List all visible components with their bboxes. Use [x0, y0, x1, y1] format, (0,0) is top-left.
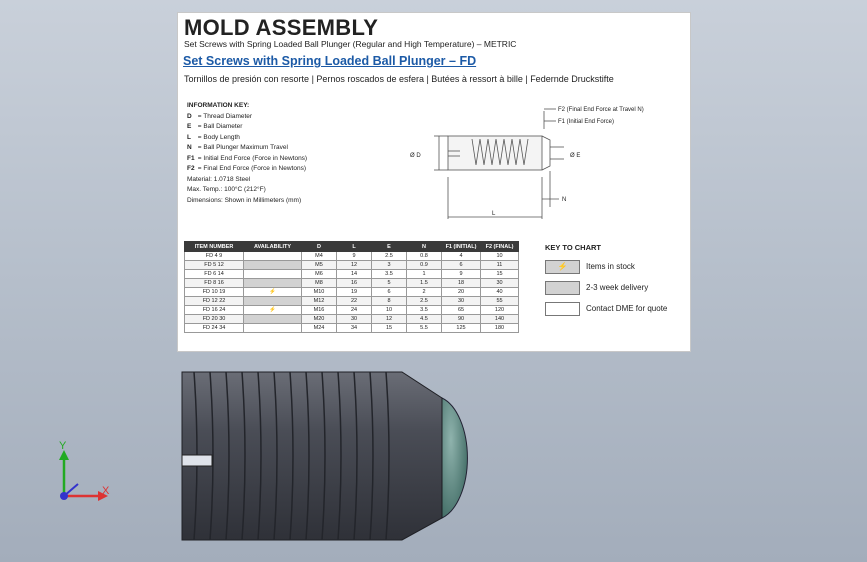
key-label: 2-3 week delivery — [586, 283, 649, 292]
key-label: Items in stock — [586, 262, 635, 271]
table-cell: 0.9 — [407, 261, 442, 270]
table-cell: 1 — [407, 270, 442, 279]
table-cell: 8 — [372, 297, 407, 306]
information-key — [187, 101, 307, 206]
availability-cell — [244, 261, 302, 270]
table-cell: M16 — [302, 306, 337, 315]
table-cell: 20 — [442, 288, 481, 297]
table-cell: FD 4 9 — [185, 252, 244, 261]
material-note: Material: 1.0718 Steel — [187, 175, 251, 183]
max-temp-note: Max. Temp.: 100°C (212°F) — [187, 186, 266, 193]
table-cell: 5.5 — [407, 324, 442, 333]
table-row — [185, 306, 519, 315]
x-axis-label: X — [102, 485, 110, 497]
table-cell: 3 — [372, 261, 407, 270]
spec-table — [184, 241, 519, 333]
table-cell: 30 — [337, 315, 372, 324]
col-header: E — [372, 242, 407, 252]
gray-swatch — [545, 281, 580, 295]
table-cell: 4.5 — [407, 315, 442, 324]
table-row — [185, 297, 519, 306]
table-cell: M4 — [302, 252, 337, 261]
table-cell: 55 — [481, 297, 519, 306]
axis-triad — [50, 440, 120, 510]
availability-cell — [244, 252, 302, 261]
table-cell: 125 — [442, 324, 481, 333]
translations: Tornillos de presión con resorte | Pernos roscados de esfera | Butées à ressort à bille | Federnde Druckstifte — [184, 74, 614, 84]
key-item-stock — [545, 256, 667, 277]
table-row — [185, 288, 519, 297]
white-swatch — [545, 302, 580, 316]
table-cell: 2.5 — [372, 252, 407, 261]
dimensions-note: Dimensions: Shown in Millimeters (mm) — [187, 196, 302, 204]
table-row — [185, 279, 519, 288]
table-cell: 9 — [442, 270, 481, 279]
table-cell: 120 — [481, 306, 519, 315]
table-cell: 15 — [372, 324, 407, 333]
key-item-quote — [545, 298, 667, 319]
table-cell: FD 5 12 — [185, 261, 244, 270]
table-cell: 14 — [337, 270, 372, 279]
key-to-chart — [545, 243, 667, 319]
key-header: KEY TO CHART — [545, 243, 601, 252]
page-title: MOLD ASSEMBLY — [184, 15, 379, 40]
table-cell: M20 — [302, 315, 337, 324]
table-cell: 19 — [337, 288, 372, 297]
key-item-delivery — [545, 277, 667, 298]
table-cell: 2.5 — [407, 297, 442, 306]
table-cell: 10 — [481, 252, 519, 261]
table-cell: FD 24 34 — [185, 324, 244, 333]
table-cell: 18 — [442, 279, 481, 288]
availability-cell: ⚡ — [244, 306, 302, 315]
table-row — [185, 324, 519, 333]
info-key-header: INFORMATION KEY: — [187, 102, 250, 109]
table-cell: 34 — [337, 324, 372, 333]
table-cell: 40 — [481, 288, 519, 297]
availability-cell — [244, 279, 302, 288]
table-cell: 9 — [337, 252, 372, 261]
table-cell: 10 — [372, 306, 407, 315]
table-row — [185, 270, 519, 279]
plunger-dimension-diagram — [406, 99, 690, 219]
table-cell: 5 — [372, 279, 407, 288]
table-cell: M6 — [302, 270, 337, 279]
col-header: N — [407, 242, 442, 252]
availability-cell — [244, 324, 302, 333]
table-cell: 11 — [481, 261, 519, 270]
col-header: D — [302, 242, 337, 252]
availability-cell — [244, 315, 302, 324]
3d-plunger-model[interactable] — [172, 360, 492, 552]
table-cell: FD 6 14 — [185, 270, 244, 279]
f1-label: F1 (Initial End Force) — [558, 119, 615, 125]
table-cell: M5 — [302, 261, 337, 270]
table-cell: 3.5 — [407, 306, 442, 315]
table-cell: 3.5 — [372, 270, 407, 279]
table-row — [185, 252, 519, 261]
table-cell: 4 — [442, 252, 481, 261]
table-row — [185, 315, 519, 324]
info-key-item: F2 = Final End Force (Force in Newtons) — [187, 165, 307, 172]
availability-cell: ⚡ — [244, 288, 302, 297]
table-cell: 1.5 — [407, 279, 442, 288]
e-label: Ø E — [570, 153, 581, 159]
table-cell: 24 — [337, 306, 372, 315]
f2-label: F2 (Final End Force at Travel N) — [558, 107, 644, 113]
info-key-item: L = Body Length — [187, 133, 240, 141]
info-key-item: N = Ball Plunger Maximum Travel — [187, 144, 288, 151]
col-header: F1 (INITIAL) — [442, 242, 481, 252]
table-cell: 15 — [481, 270, 519, 279]
table-header-row — [185, 242, 519, 252]
key-label: Contact DME for quote — [586, 304, 668, 313]
table-cell: 2 — [407, 288, 442, 297]
table-cell: FD 20 30 — [185, 315, 244, 324]
table-cell: FD 10 19 — [185, 288, 244, 297]
table-cell: 0.8 — [407, 252, 442, 261]
table-cell: M10 — [302, 288, 337, 297]
info-key-item: D = Thread Diameter — [187, 112, 253, 120]
availability-cell — [244, 297, 302, 306]
table-cell: M8 — [302, 279, 337, 288]
table-cell: M24 — [302, 324, 337, 333]
availability-cell — [244, 270, 302, 279]
table-row — [185, 261, 519, 270]
table-cell: 22 — [337, 297, 372, 306]
table-cell: FD 16 24 — [185, 306, 244, 315]
page-subtitle: Set Screws with Spring Loaded Ball Plunger (Regular and High Temperature) – METRIC — [184, 39, 517, 49]
info-key-item: F1 = Initial End Force (Force in Newtons) — [187, 154, 308, 162]
table-cell: 30 — [481, 279, 519, 288]
table-cell: M12 — [302, 297, 337, 306]
catalog-page — [178, 13, 690, 351]
table-cell: 90 — [442, 315, 481, 324]
product-heading[interactable]: Set Screws with Spring Loaded Ball Plunger – FD — [183, 54, 477, 68]
table-cell: 30 — [442, 297, 481, 306]
table-cell: FD 8 16 — [185, 279, 244, 288]
col-header: ITEM NUMBER — [185, 242, 244, 252]
n-label: N — [562, 197, 567, 203]
y-axis-label: Y — [59, 440, 67, 452]
table-cell: 16 — [337, 279, 372, 288]
col-header: AVAILABILITY — [244, 242, 302, 252]
col-header: L — [337, 242, 372, 252]
table-cell: 180 — [481, 324, 519, 333]
table-cell: FD 12 22 — [185, 297, 244, 306]
table-cell: 6 — [442, 261, 481, 270]
d-label: Ø D — [410, 153, 421, 159]
lightning-icon: ⚡ — [545, 260, 580, 274]
table-cell: 65 — [442, 306, 481, 315]
l-label: L — [492, 211, 496, 217]
table-cell: 12 — [337, 261, 372, 270]
table-cell: 140 — [481, 315, 519, 324]
table-cell: 6 — [372, 288, 407, 297]
info-key-item: E = Ball Diameter — [187, 123, 243, 130]
col-header: F2 (FINAL) — [481, 242, 519, 252]
table-cell: 12 — [372, 315, 407, 324]
